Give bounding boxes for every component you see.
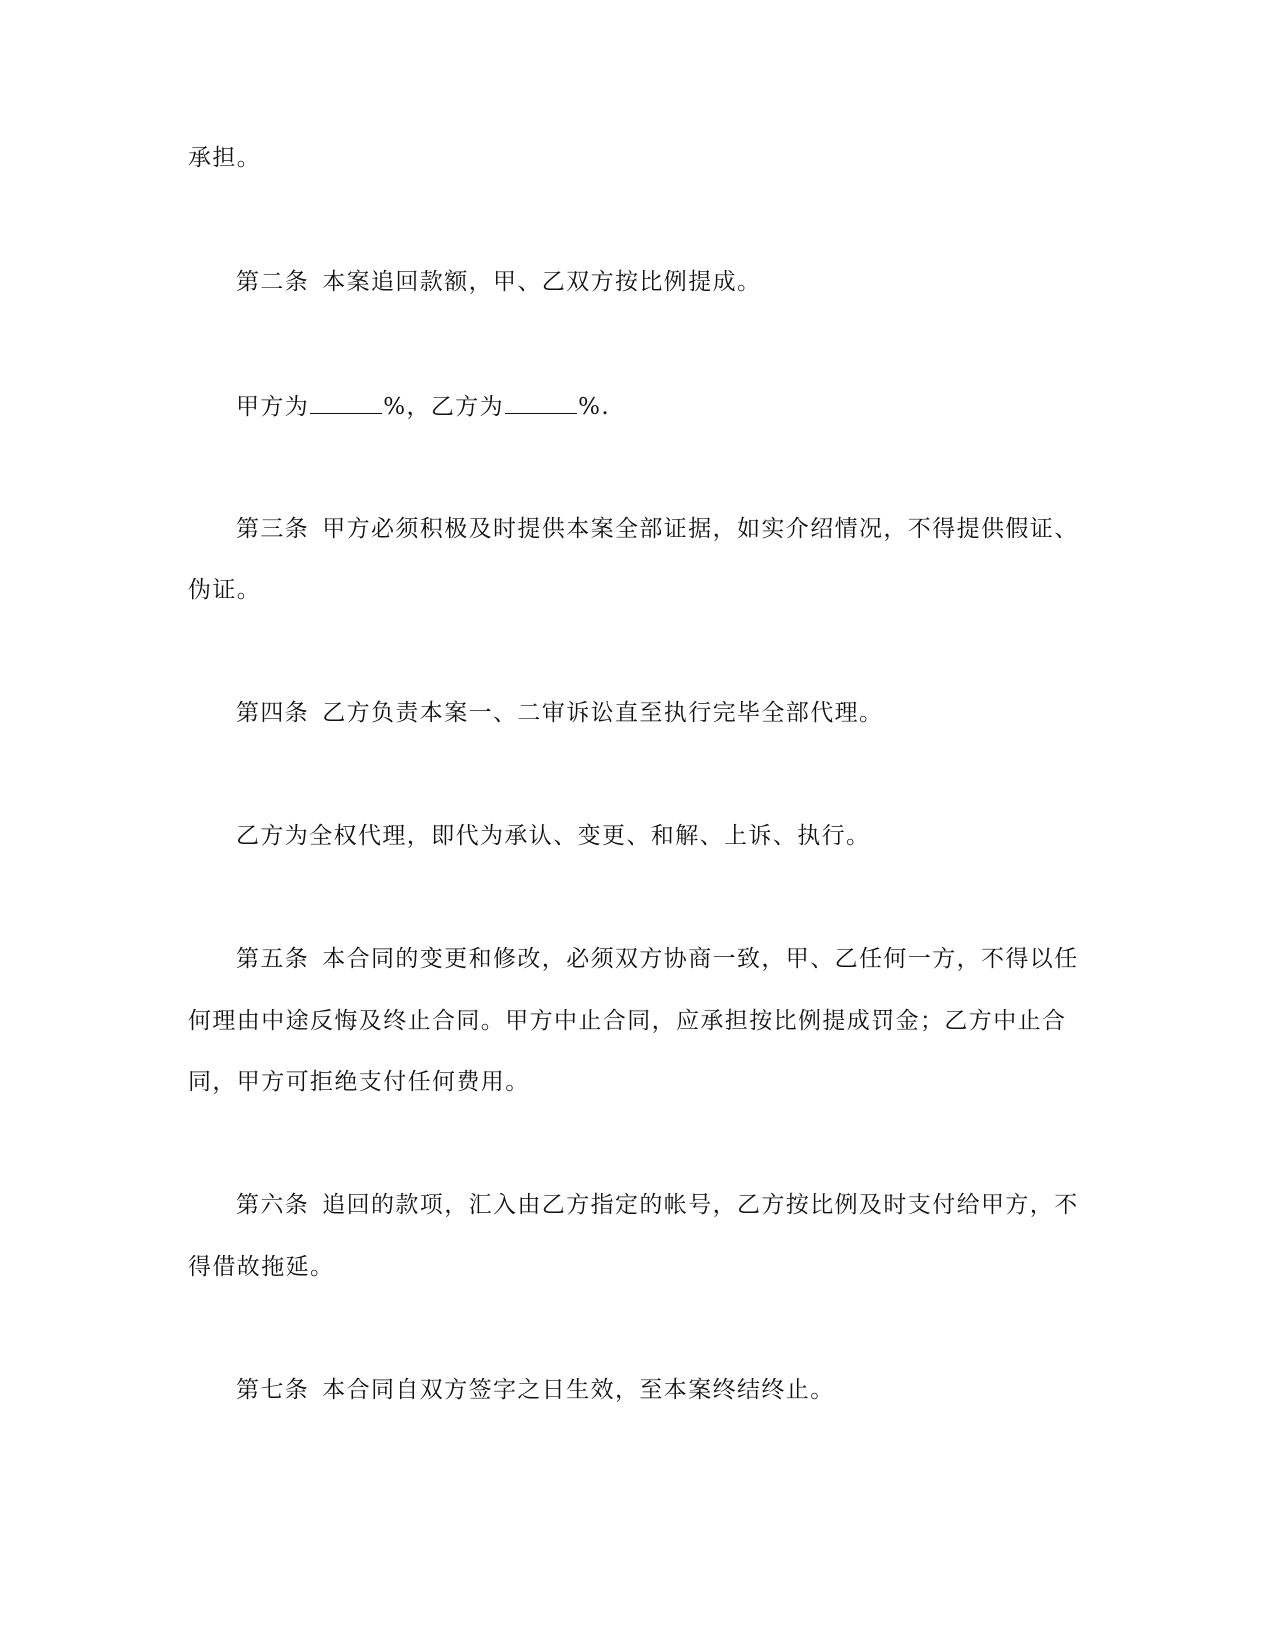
- party-b-percent-suffix: %.: [578, 394, 611, 420]
- article-label: 第七条: [236, 1377, 310, 1403]
- paragraph-text: 承担。: [188, 145, 262, 171]
- article-text: 本合同自双方签字之日生效，至本案终结终止。: [322, 1377, 835, 1403]
- article-label: 第六条: [236, 1192, 310, 1218]
- article-5: [236, 944, 1079, 974]
- article-text: 本案追回款额，甲、乙双方按比例提成。: [322, 269, 762, 295]
- ratio-line: [236, 391, 610, 422]
- paragraph-continuation: [188, 143, 261, 173]
- article-3-continuation: [188, 575, 261, 605]
- article-text: 甲方必须积极及时提供本案全部证据，如实介绍情况，不得提供假证、: [322, 516, 1079, 542]
- article-4: [236, 698, 883, 728]
- article-text: 追回的款项，汇入由乙方指定的帐号，乙方按比例及时支付给甲方，不: [322, 1192, 1079, 1218]
- article-text: 伪证。: [188, 577, 262, 603]
- party-b-label: 乙方为: [430, 394, 505, 420]
- article-3: [236, 514, 1079, 544]
- article-7: [236, 1375, 835, 1405]
- article-label: 第二条: [236, 269, 310, 295]
- article-text: 同，甲方可拒绝支付任何费用。: [188, 1069, 530, 1095]
- article-text: 本合同的变更和修改，必须双方协商一致，甲、乙任何一方，不得以任: [322, 946, 1079, 972]
- article-5-continuation-2: [188, 1067, 530, 1097]
- party-a-percent-suffix: %，: [383, 394, 431, 420]
- article-label: 第四条: [236, 700, 310, 726]
- authority-paragraph: [236, 821, 870, 851]
- article-label: 第五条: [236, 946, 310, 972]
- party-b-percent-blank: [505, 391, 577, 414]
- article-label: 第三条: [236, 516, 310, 542]
- article-6-continuation: [188, 1252, 334, 1282]
- paragraph-text: 乙方为全权代理，即代为承认、变更、和解、上诉、执行。: [236, 823, 871, 849]
- party-a-percent-blank: [310, 391, 382, 414]
- article-text: 乙方负责本案一、二审诉讼直至执行完毕全部代理。: [322, 700, 884, 726]
- party-a-label: 甲方为: [236, 394, 310, 420]
- article-6: [236, 1190, 1079, 1220]
- article-5-continuation-1: [188, 1006, 1066, 1036]
- article-text: 得借故拖延。: [188, 1254, 335, 1280]
- article-2: [236, 267, 761, 297]
- article-text: 何理由中途反悔及终止合同。甲方中止合同，应承担按比例提成罚金；乙方中止合: [188, 1008, 1067, 1034]
